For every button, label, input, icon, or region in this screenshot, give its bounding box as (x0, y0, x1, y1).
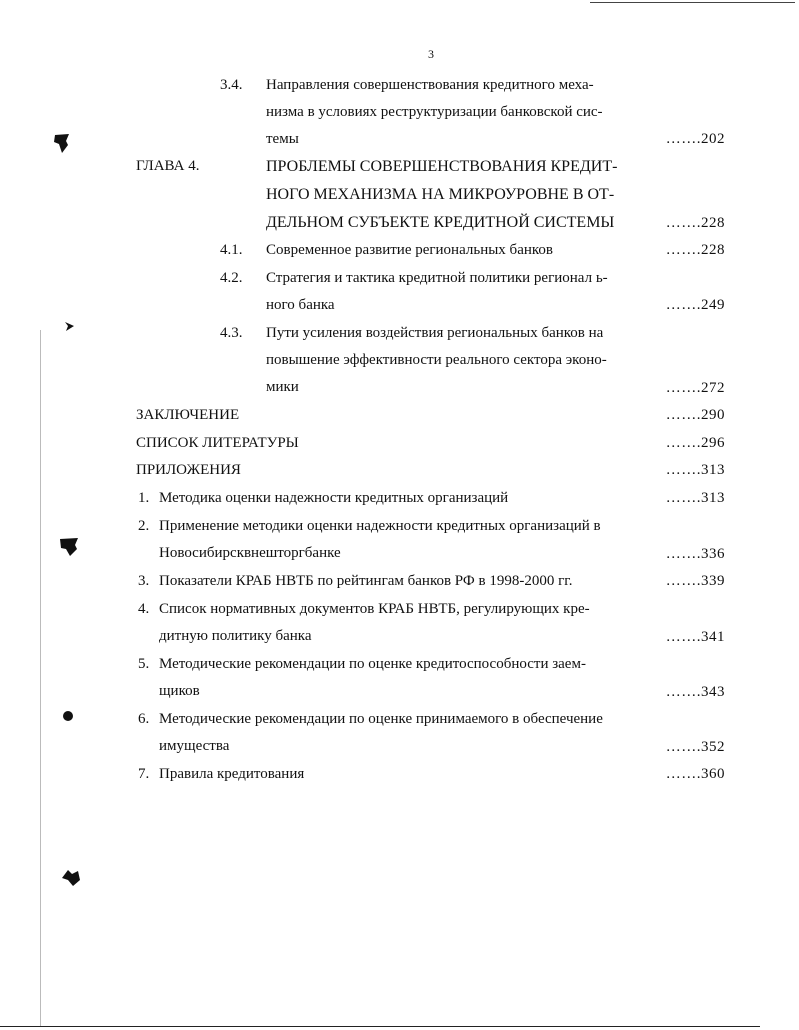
entry-line: повышение эффективности реального сектора эконо- (266, 352, 607, 368)
appendix-number: 2. (138, 518, 150, 534)
entry-page: …….343 (665, 684, 725, 700)
ink-dot-icon (62, 710, 74, 722)
appendix-number: 5. (138, 656, 150, 672)
section-title-conclusion: ЗАКЛЮЧЕНИЕ (136, 407, 240, 423)
scan-margin-line (40, 330, 41, 1026)
appendix-number: 6. (138, 711, 150, 727)
entry-number: 3.4. (220, 77, 243, 93)
entry-line: ПРОБЛЕМЫ СОВЕРШЕНСТВОВАНИЯ КРЕДИТ- (266, 158, 618, 175)
entry-page: …….228 (665, 215, 725, 231)
entry-line: Правила кредитования (159, 766, 305, 782)
entry-page: …….228 (665, 242, 725, 258)
entry-page: …….341 (665, 629, 725, 645)
entry-page: …….290 (665, 407, 725, 423)
entry-page: …….360 (665, 766, 725, 782)
entry-line: Показатели КРАБ НВТБ по рейтингам банков РФ в 1998-2000 гг. (159, 573, 573, 589)
entry-line: дитную политику банка (159, 628, 312, 644)
entry-line: Стратегия и тактика кредитной политики регионал ь- (266, 270, 608, 286)
entry-line: Пути усиления воздействия региональных банков на (266, 325, 604, 341)
ink-blot-icon (58, 536, 80, 558)
entry-page: …….313 (665, 490, 725, 506)
entry-line: темы (266, 131, 299, 147)
section-title-references: СПИСОК ЛИТЕРАТУРЫ (136, 435, 299, 451)
appendix-number: 4. (138, 601, 150, 617)
scan-edge-line (590, 2, 795, 3)
entry-page: …….352 (665, 739, 725, 755)
entry-page: …….336 (665, 546, 725, 562)
ink-blot-icon (60, 868, 82, 888)
entry-page: …….296 (665, 435, 725, 451)
ink-speck-icon (64, 320, 76, 332)
entry-page: …….272 (665, 380, 725, 396)
entry-line: Методические рекомендации по оценке кредитоспособности заем- (159, 656, 586, 672)
section-title-appendices: ПРИЛОЖЕНИЯ (136, 462, 241, 478)
entry-line: Новосибирсквнешторгбанке (159, 545, 341, 561)
entry-line: низма в условиях реструктуризации банковской сис- (266, 104, 603, 120)
chapter-label: ГЛАВА 4. (136, 158, 200, 174)
entry-line: мики (266, 379, 299, 395)
entry-line: Направления совершенствования кредитного меха- (266, 77, 594, 93)
entry-line: щиков (159, 683, 200, 699)
entry-number: 4.2. (220, 270, 243, 286)
appendix-number: 3. (138, 573, 150, 589)
entry-line: НОГО МЕХАНИЗМА НА МИКРОУРОВНЕ В ОТ- (266, 186, 615, 203)
entry-line: Современное развитие региональных банков (266, 242, 553, 258)
entry-line: ного банка (266, 297, 335, 313)
entry-line: Методика оценки надежности кредитных организаций (159, 490, 509, 506)
scan-bottom-line (0, 1026, 760, 1027)
page-number: 3 (428, 47, 434, 61)
entry-page: …….313 (665, 462, 725, 478)
entry-line: ДЕЛЬНОМ СУБЪЕКТЕ КРЕДИТНОЙ СИСТЕМЫ (266, 214, 615, 231)
entry-line: Методические рекомендации по оценке принимаемого в обеспечение (159, 711, 603, 727)
entry-line: Применение методики оценки надежности кредитных организаций в (159, 518, 601, 534)
entry-number: 4.3. (220, 325, 243, 341)
entry-number: 4.1. (220, 242, 243, 258)
entry-page: …….202 (665, 131, 725, 147)
entry-line: имущества (159, 738, 230, 754)
ink-blot-icon (52, 132, 72, 154)
entry-page: …….339 (665, 573, 725, 589)
appendix-number: 7. (138, 766, 150, 782)
entry-page: …….249 (665, 297, 725, 313)
entry-line: Список нормативных документов КРАБ НВТБ, регулирующих кре- (159, 601, 590, 617)
appendix-number: 1. (138, 490, 150, 506)
